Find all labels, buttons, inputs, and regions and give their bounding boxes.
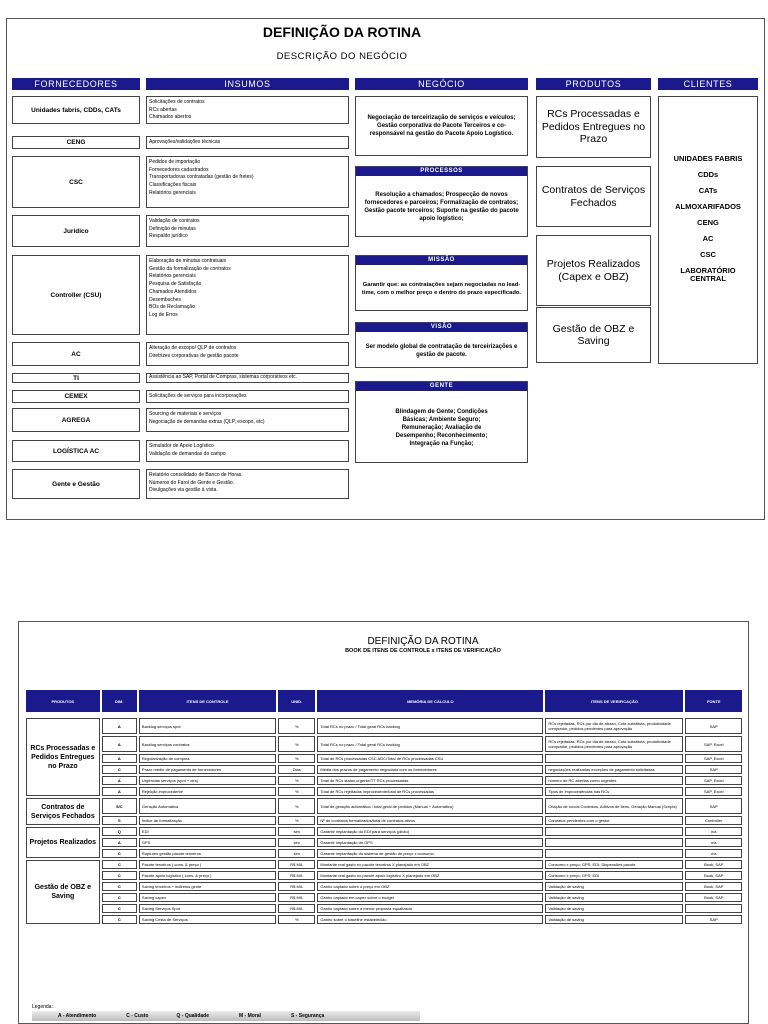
sheet2-title: DEFINIÇÃO DA ROTINA (367, 636, 479, 647)
supplier-label: Jurídico (63, 227, 89, 235)
input-item: Relatórios gerenciais (149, 189, 196, 196)
table-row (26, 718, 742, 734)
source-cell: n/a (685, 849, 742, 858)
product-group-cell: Projetos Realizados (26, 827, 100, 858)
input-item: Validação de contratos (149, 218, 200, 224)
unit-cell: Dias (278, 765, 315, 774)
dim-cell: S/C (102, 798, 137, 814)
verification-cell: Consumo x preço; GPS; EDI (545, 871, 683, 880)
table-row (26, 838, 742, 847)
product-group-cell: RCs Processadas e Pedidos Entregues no Prazo (26, 718, 100, 796)
cliente-item: CENG (697, 218, 719, 227)
input-item: Sourcing de materiais e serviços (149, 411, 222, 417)
table-header-row (26, 690, 742, 712)
dim-cell: C (102, 765, 137, 774)
col-itens-verificacao: ITENS DE VERIFICAÇÃO (545, 690, 683, 712)
input-item: Simulador de Apoio Logístico (149, 443, 214, 449)
control-item-cell: EDI (139, 827, 276, 836)
col-fonte: FONTE (685, 690, 742, 712)
source-cell: Book, SAP (685, 882, 742, 891)
source-cell: Book, SAP (685, 893, 742, 902)
dim-cell: A (102, 838, 137, 847)
verification-cell: Validação de saving (545, 915, 683, 924)
input-item: BOs de Reclamação (149, 304, 195, 311)
col-memoria-calculo: MEMÓRIA DE CÁLCULO (317, 690, 543, 712)
verification-cell: RCs rejeitadas, RCs por dia de atraso, Cota substituta, produtividade comprador, pedidos pendentes para aprovação (545, 736, 683, 752)
table-row (26, 893, 742, 902)
source-cell: Book, SAP (685, 871, 742, 880)
inputs-box (146, 440, 349, 462)
dim-cell: C (102, 860, 137, 869)
unit-cell: R$ MIL (278, 860, 315, 869)
unit-cell: % (278, 798, 315, 814)
source-cell: SAP, Excel (685, 736, 742, 752)
control-item-cell: Geração Automática (139, 798, 276, 814)
unit-cell: R$ MIL (278, 904, 315, 913)
calc-memory-cell: Ganho captado sobre o preço em OBZ (317, 882, 543, 891)
verification-cell: Validação de saving (545, 882, 683, 891)
supplier-label: Controller (CSU) (50, 291, 102, 299)
source-cell: SAP, Excel (685, 787, 742, 796)
calc-memory-cell: Garantir implantação do GPS (317, 838, 543, 847)
input-item: Classificações fiscais (149, 182, 197, 189)
unit-cell: R$ MIL (278, 882, 315, 891)
supplier-label: CENG (66, 139, 86, 146)
missao-text: Garantir que: as contratações sejam negociadas no lead-time, com o melhor preço e dentro do prazo especificado. (361, 282, 522, 296)
cliente-item: CSC (700, 250, 716, 259)
table-row (26, 776, 742, 785)
verification-cell (545, 838, 683, 847)
calc-memory-cell: Total RCs no prazo / Total geral RCs backlog (317, 718, 543, 734)
cliente-item: UNIDADES FABRIS (673, 154, 743, 163)
legend-label: Legenda: (32, 1004, 53, 1010)
control-item-cell: Backlog serviços contratos (139, 736, 276, 752)
inputs-box (146, 373, 349, 383)
input-item: Solicitações de contratos (149, 99, 205, 105)
input-item: Negociação de demandas extras (QLP, escopo, etc) (149, 418, 265, 425)
input-item: Elaboração de minutas contratuais (149, 258, 226, 264)
negocio-box (355, 96, 528, 156)
cliente-item: LABORATÓRIO CENTRAL (680, 266, 736, 283)
control-item-cell: Pacote terceiros ( cons. & preço ) (139, 860, 276, 869)
verification-cell: Consumo x preço; GPS; EDI; Dispensões pacote (545, 860, 683, 869)
control-item-cell: Saving terceiros + indiretos gente (139, 882, 276, 891)
unit-cell: % (278, 776, 315, 785)
supplier-label: Unidades fabris, CDDs, CATs (31, 106, 121, 114)
supplier-box (12, 136, 140, 149)
input-item: Gestão da formalização de contratos (149, 265, 231, 272)
calc-memory-cell: Montante real gasto no pacote terceiros X planejado em OBZ (317, 860, 543, 869)
unit-cell: sim (278, 827, 315, 836)
supplier-box (12, 342, 140, 366)
supplier-box (12, 469, 140, 499)
visao-text: Ser modelo global de contratação de terceirizações e gestão de pacote. (365, 344, 518, 358)
verification-cell (545, 827, 683, 836)
supplier-box (12, 373, 140, 383)
legend-item: M - Moral (239, 1013, 261, 1019)
legend-item: C - Custo (126, 1013, 149, 1019)
dim-cell: A (102, 736, 137, 752)
visao-header: VISÃO (356, 323, 527, 332)
input-item: Log de Erros (149, 311, 178, 318)
missao-box (355, 255, 528, 311)
verification-cell (545, 849, 683, 858)
input-item: Números do Farol de Gente e Gestão. (149, 479, 235, 486)
control-item-cell: GPS (139, 838, 276, 847)
unit-cell: % (278, 787, 315, 796)
calc-memory-cell: Total de RCs processadas CSC ADC/Total de RCs processadas CSU (317, 754, 543, 763)
product-group-cell: Gestão de OBZ e Saving (26, 860, 100, 924)
gente-text: Blindagem de Gente; Condições Básicas; Ambiente Seguro; Remuneração; Avaliação de Desempenho; Reconhecimento; Integração na Função; (395, 409, 488, 447)
control-items-table (24, 688, 744, 926)
unit-cell: % (278, 915, 315, 924)
table-row (26, 765, 742, 774)
verification-cell: RCs rejeitadas, RCs por dia de atraso, Cota substituta, produtividade comprador, pedidos pendentes para aprovação (545, 718, 683, 734)
dim-cell: C (102, 882, 137, 891)
input-item: Respaldo jurídico (149, 233, 188, 240)
inputs-box (146, 136, 349, 149)
control-item-cell: Saving capex (139, 893, 276, 902)
input-item: Divulgações via gestão à vista. (149, 487, 218, 494)
legend-item: S - Segurança (290, 1013, 325, 1019)
dim-cell: C (102, 871, 137, 880)
control-item-cell: Regularização de compras (139, 754, 276, 763)
produto-projetos: Projetos Realizados (Capex e OBZ) (536, 235, 651, 306)
col-produtos: PRODUTOS (26, 690, 100, 712)
calc-memory-cell: Ganho captado sobre a menor proposta equalizada (317, 904, 543, 913)
legend-bar (32, 1004, 420, 1021)
supplier-label: AGREGA (61, 416, 91, 424)
visao-box (355, 322, 528, 368)
fornecedores-header: FORNECEDORES (12, 78, 140, 90)
verification-cell: Validação de saving (545, 904, 683, 913)
control-item-cell: Índice de formalização (139, 816, 276, 825)
input-item: Alteração de escopo/ QLP de contratos (149, 345, 237, 351)
input-item: Transportadoras contratadas (gestão de fretes) (149, 174, 254, 181)
input-item: Fornecedores cadastrados (149, 166, 209, 173)
table-row (26, 849, 742, 858)
calc-memory-cell: Nº de contratos formalizados/total de contratos ativos (317, 816, 543, 825)
control-item-cell: Rejeição improcedente (139, 787, 276, 796)
unit-cell: sim (278, 838, 315, 847)
supplier-label: Gente e Gestão (52, 480, 100, 488)
produto-rcs: RCs Processadas e Pedidos Entregues no Prazo (536, 96, 651, 158)
unit-cell: sim (278, 849, 315, 858)
input-item: Relatórios gerenciais (149, 273, 196, 280)
supplier-box (12, 255, 140, 335)
supplier-box (12, 96, 140, 124)
supplier-label: CEMEX (64, 393, 88, 400)
cliente-item: AC (702, 234, 714, 243)
input-item: Chamados Atendidos (149, 288, 197, 295)
verification-cell: Contratos pendentes com o gestor (545, 816, 683, 825)
supplier-box (12, 440, 140, 462)
input-item: Validação de demandas do campo (149, 450, 226, 457)
input-item: Assistência ao SAP, Portal de Compras, sistemas corporativos etc. (149, 374, 298, 381)
input-item: RCs abertas (149, 106, 177, 113)
input-item: Aprovações/validações técnicas (149, 138, 221, 145)
inputs-box (146, 156, 349, 208)
unit-cell: % (278, 718, 315, 734)
dim-cell: A (102, 754, 137, 763)
dim-cell: A (102, 718, 137, 734)
input-item: Chamados abertos (149, 114, 192, 121)
dim-cell: C (102, 915, 137, 924)
control-item-cell: Prazo médio de pagamento de fornecedores (139, 765, 276, 774)
supplier-label: CSC (69, 178, 83, 186)
table-row (26, 787, 742, 796)
source-cell: SAP (685, 765, 742, 774)
control-item-cell: Saving Cesta de Serviços (139, 915, 276, 924)
processos-text: Resolução a chamados; Prospecção de novos fornecedores e parceiros; Formalização de contratos; Gestão pacote terceiros; Suporte na gestão do pacote apoio logístico; (364, 192, 519, 222)
table-row (26, 915, 742, 924)
inputs-box (146, 390, 349, 403)
gente-header: GENTE (356, 382, 527, 391)
control-item-cell: Pacote apoio logístico ( cons. & preço ) (139, 871, 276, 880)
inputs-box (146, 408, 349, 432)
table-row (26, 827, 742, 836)
supplier-box (12, 390, 140, 403)
verification-cell: Criação de novos Contratos, Aditivos de itens, Geração Manual (Scripts) (545, 798, 683, 814)
source-cell: SAP, Excel (685, 776, 742, 785)
produto-contratos: Contratos de Serviços Fechados (536, 166, 651, 227)
source-cell: SAP, Excel (685, 754, 742, 763)
dim-cell: C (102, 849, 137, 858)
dim-cell: Q (102, 827, 137, 836)
control-item-cell: Ruptures gestão pacote terceiros (139, 849, 276, 858)
inputs-box (146, 255, 349, 335)
insumos-header: INSUMOS (146, 78, 349, 90)
sheet1-subtitle: DESCRIÇÃO DO NEGÓCIO (276, 51, 408, 62)
source-cell (685, 904, 742, 913)
sheet1-title: DEFINIÇÃO DA ROTINA (262, 24, 422, 40)
calc-memory-cell: Garantir implantação do EDI para serviços (piloto) (317, 827, 543, 836)
supplier-label: TI (73, 374, 79, 382)
input-item: Diretrizes corporativas de gestão pacote (149, 352, 239, 359)
source-cell: SAP (685, 915, 742, 924)
calc-memory-cell: Média dos prazos de pagamento negociado com os fornecedores (317, 765, 543, 774)
source-cell: Book, SAP (685, 860, 742, 869)
inputs-box (146, 96, 349, 124)
table-row (26, 798, 742, 814)
verification-cell: Tipos de improcedências nas RCs (545, 787, 683, 796)
negocio-header: NEGÓCIO (355, 78, 528, 90)
unit-cell: % (278, 736, 315, 752)
verification-cell: número de RC abertas como urgentes (545, 776, 683, 785)
cliente-item: ALMOXARIFADOS (675, 202, 741, 211)
table-row (26, 904, 742, 913)
col-itens-controle: ITENS DE CONTROLE (139, 690, 276, 712)
source-cell: n/a (685, 827, 742, 836)
cliente-item: CDDs (697, 170, 719, 179)
input-item: Definição de minutas (149, 225, 196, 232)
gente-box (355, 381, 528, 463)
input-item: Pedidos de importação (149, 159, 201, 165)
calc-memory-cell: Total de RCs status urgente/TT RCs processadas (317, 776, 543, 785)
table-row (26, 882, 742, 891)
source-cell: SAP (685, 718, 742, 734)
dim-cell: A (102, 776, 137, 785)
input-item: Solicitações de serviços para incorporações (149, 392, 247, 399)
verification-cell: negociações realizadas exceções de pagamento solicitadas (545, 765, 683, 774)
supplier-box (12, 156, 140, 208)
dim-cell: C (102, 904, 137, 913)
source-cell: n/a (685, 838, 742, 847)
table-row (26, 736, 742, 752)
table-row (26, 816, 742, 825)
control-item-cell: Urgências serviços (spot + ctrs) (139, 776, 276, 785)
col-dim: DIM. (102, 690, 137, 712)
sheet2-subtitle: BOOK DE ITENS DE CONTROLE x ITENS DE VERIFICAÇÃO (345, 648, 501, 654)
control-item-cell: Backlog serviços spot (139, 718, 276, 734)
legend-item: A - Atendimento (58, 1013, 97, 1019)
source-cell: Controller (685, 816, 742, 825)
input-item: Desembuches (149, 296, 181, 303)
supplier-label: LOGÍSTICA AC (52, 447, 100, 455)
dim-cell: A (102, 787, 137, 796)
control-item-cell: Saving Serviços Spot (139, 904, 276, 913)
calc-memory-cell: Total de geração automática / total geral de pedidos (Manual + Automático) (317, 798, 543, 814)
inputs-box (146, 215, 349, 247)
supplier-box (12, 215, 140, 247)
processos-header: PROCESSOS (356, 167, 527, 176)
calc-memory-cell: Ganho captado em capex sobre o budget (317, 893, 543, 902)
negocio-text: Negociação de terceirização de serviços e veículos; Gestão corporativa do Pacote Terceiros e co-responsável na gestão do Pacote Apoio Logístico. (367, 115, 516, 137)
supplier-box (12, 408, 140, 432)
unit-cell: % (278, 754, 315, 763)
verification-cell (545, 754, 683, 763)
verification-cell: Validação de saving (545, 893, 683, 902)
cliente-item: CATs (698, 186, 718, 195)
dim-cell: S (102, 816, 137, 825)
supplier-label: AC (71, 350, 81, 358)
inputs-box (146, 342, 349, 366)
produtos-header: PRODUTOS (536, 78, 651, 90)
calc-memory-cell: Ganho sobre o baseline estabelecido (317, 915, 543, 924)
calc-memory-cell: Total RCs no prazo / Total geral RCs backlog (317, 736, 543, 752)
calc-memory-cell: Garantir implantação do sistema de gestão de preço x consumo (317, 849, 543, 858)
table-row (26, 871, 742, 880)
clientes-list (658, 96, 758, 364)
source-cell: SAP (685, 798, 742, 814)
input-item: Relatório consolidado de Banco de Horas. (149, 472, 243, 478)
missao-header: MISSÃO (356, 256, 527, 265)
dim-cell: C (102, 893, 137, 902)
produto-obz-saving: Gestão de OBZ e Saving (536, 307, 651, 363)
product-group-cell: Contratos de Serviços Fechados (26, 798, 100, 825)
calc-memory-cell: Total de RCs rejeitadas improcedente/total de RCs processadas (317, 787, 543, 796)
table-row (26, 860, 742, 869)
processos-box (355, 166, 528, 237)
col-unid: UNID. (278, 690, 315, 712)
calc-memory-cell: Montante real gasto no pacote apoio logístico X planejado em OBZ (317, 871, 543, 880)
inputs-box (146, 469, 349, 499)
unit-cell: R$ MIL (278, 871, 315, 880)
table-row (26, 754, 742, 763)
input-item: Pesquisa de Satisfação (149, 281, 202, 288)
legend-item: Q - Qualidade (176, 1013, 209, 1019)
unit-cell: % (278, 816, 315, 825)
clientes-header: CLIENTES (658, 78, 758, 90)
unit-cell: R$ MIL (278, 893, 315, 902)
